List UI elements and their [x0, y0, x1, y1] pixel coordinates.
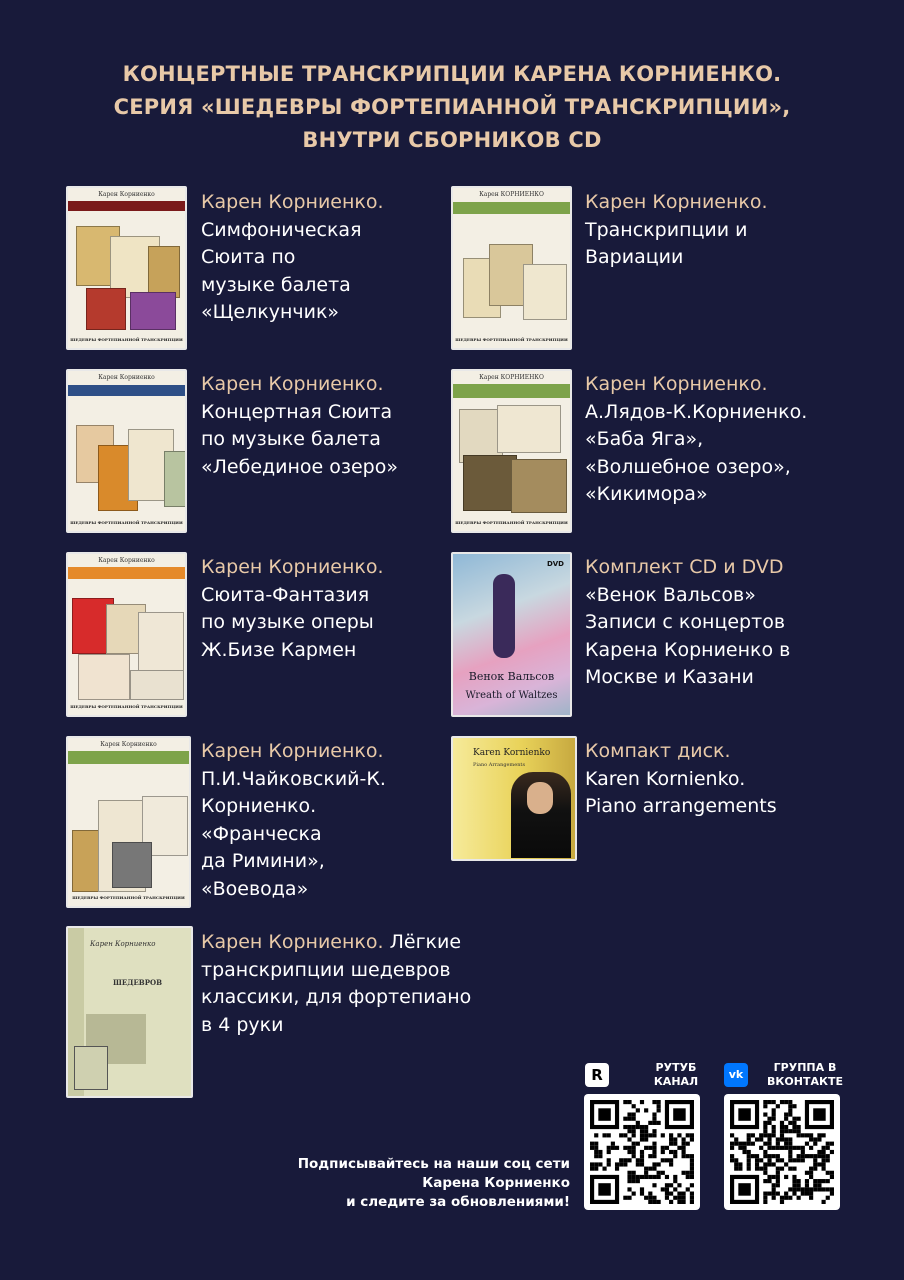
cover-series: ШЕДЕВРЫ ФОРТЕПИАННОЙ ТРАНСКРИПЦИИ [455, 337, 568, 342]
album-cover-wreath-of-waltzes[interactable] [451, 552, 572, 717]
cover-sheet [130, 292, 176, 330]
cover-sheet [130, 670, 184, 700]
rutube-logo-icon: R [585, 1063, 609, 1087]
description-line: в 4 руки [201, 1013, 284, 1036]
description-line: Транскрипции и [585, 218, 748, 241]
rutube-label [646, 1061, 706, 1089]
cover-series: ШЕДЕВРЫ ФОРТЕПИАННОЙ ТРАНСКРИПЦИИ [72, 895, 185, 900]
cover-sheet [463, 455, 517, 511]
vk-qr-code[interactable] [724, 1094, 840, 1210]
album-description [585, 189, 768, 272]
vk-label [763, 1061, 847, 1089]
album-cover-lyadov[interactable] [451, 369, 572, 533]
cover-author: Карен Корниенко [90, 940, 156, 948]
description-highlight: Карен Корниенко. [201, 373, 384, 395]
description-line: П.И.Чайковский-К. [201, 767, 386, 790]
description-line: по музыке балета [201, 428, 381, 450]
cover-series: ШЕДЕВРЫ ФОРТЕПИАННОЙ ТРАНСКРИПЦИИ [70, 704, 183, 709]
album-cover-piano-arrangements[interactable] [451, 736, 577, 861]
cover-emblem [74, 1046, 108, 1090]
cover-sheet [138, 612, 184, 672]
qr-code-icon [590, 1100, 694, 1204]
description-line: Сюита-Фантазия [201, 583, 370, 606]
cover-band [68, 201, 185, 211]
description-line: по музыке оперы [201, 611, 374, 633]
description-line: транскрипции шедевров [201, 958, 451, 981]
description-line: «Франческа [201, 822, 322, 845]
title-line: СЕРИЯ «ШЕДЕВРЫ ФОРТЕПИАННОЙ ТРАНСКРИПЦИИ», [113, 95, 791, 119]
cover-art [493, 574, 515, 658]
cover-author: Карен Корниенко [98, 557, 155, 564]
cover-title: Венок Вальсов [468, 670, 555, 683]
cover-author: Карен Корниенко [98, 374, 155, 381]
description-highlight: Карен Корниенко. [201, 556, 384, 578]
cover-series: ШЕДЕВРЫ ФОРТЕПИАННОЙ ТРАНСКРИПЦИИ [70, 520, 183, 525]
album-description [585, 738, 777, 821]
description-line: «Кикимора» [585, 483, 708, 505]
cover-author: Карен КОРНИЕНКО [479, 374, 544, 381]
description-highlight: Карен Корниенко. [201, 931, 384, 953]
subscribe-line: Карена Корниенко [422, 1175, 570, 1191]
rutube-label-line: РУТУБ [655, 1061, 697, 1074]
album-description [585, 554, 790, 692]
album-cover-carmen[interactable] [66, 552, 187, 717]
subscribe-text [250, 1155, 570, 1212]
cover-author: Карен Корниенко [98, 191, 155, 198]
album-description [201, 929, 471, 1039]
cover-band [68, 567, 185, 579]
vk-label-line: ГРУППА В [773, 1061, 837, 1074]
description-line: «Воевода» [201, 877, 309, 900]
qr-code-icon [730, 1100, 834, 1204]
cover-sheet [78, 654, 130, 700]
rutube-qr-code[interactable] [584, 1094, 700, 1210]
description-line: Сюита по [201, 246, 296, 268]
description-line: Лёгкие [389, 931, 462, 953]
title-line: КОНЦЕРТНЫЕ ТРАНСКРИПЦИИ КАРЕНА КОРНИЕНКО. [122, 62, 782, 86]
cover-sheet [523, 264, 567, 320]
description-highlight: Карен Корниенко. [585, 373, 768, 395]
description-line: Москве и Казани [585, 666, 754, 688]
description-line: музыке балета [201, 273, 351, 296]
album-description [201, 554, 384, 664]
subscribe-line: и следите за обновлениями! [346, 1194, 570, 1210]
description-line: Концертная Сюита [201, 400, 393, 423]
rutube-label-line: КАНАЛ [653, 1075, 699, 1088]
description-line: «Волшебное озеро», [585, 455, 791, 478]
cover-band [453, 202, 570, 214]
description-line: Karen Kornienko. [585, 767, 746, 790]
album-description [201, 738, 386, 903]
album-description [585, 371, 807, 509]
cover-sheet [164, 451, 186, 507]
album-cover-easy-transcriptions[interactable] [66, 926, 193, 1098]
cover-band [453, 384, 570, 398]
description-highlight: Карен Корниенко. [201, 740, 384, 762]
description-line: Симфоническая [201, 218, 362, 241]
description-line: «Баба Яга», [585, 428, 704, 450]
title-line: ВНУТРИ СБОРНИКОВ CD [302, 128, 602, 152]
album-description [201, 371, 398, 481]
description-line: «Венок Вальсов» [585, 583, 756, 606]
description-line: Карена Корниенко в [585, 638, 791, 661]
vk-logo-icon: vk [724, 1063, 748, 1087]
cover-sheet [148, 246, 180, 298]
cover-sheet [112, 842, 152, 888]
description-line: Вариации [585, 246, 684, 268]
album-cover-nutcracker[interactable] [66, 186, 187, 350]
description-line: «Лебединое озеро» [201, 455, 398, 478]
cover-sheet [511, 459, 567, 513]
cover-author: Karen Kornienko [473, 748, 551, 758]
description-highlight: Комплект CD и DVD [585, 556, 784, 578]
description-line: «Щелкунчик» [201, 301, 340, 323]
subscribe-line: Подписывайтесь на наши соц сети [297, 1156, 570, 1172]
description-line: А.Лядов-К.Корниенко. [585, 400, 808, 423]
dvd-logo: DVD [546, 560, 564, 568]
album-cover-swan-lake[interactable] [66, 369, 187, 533]
vk-label-line: ВКОНТАКТЕ [767, 1075, 843, 1088]
cover-series: ШЕДЕВРЫ ФОРТЕПИАННОЙ ТРАНСКРИПЦИИ [70, 337, 183, 342]
album-description [201, 189, 384, 327]
cover-subtitle: Wreath of Waltzes [465, 690, 558, 701]
cover-band [68, 751, 189, 764]
description-highlight: Компакт диск. [585, 740, 731, 762]
description-line: Корниенко. [201, 795, 317, 817]
page-title [0, 58, 904, 157]
description-line: Ж.Бизе Кармен [201, 638, 357, 661]
cover-title: ШЕДЕВРОВ [113, 978, 162, 987]
description-line: Записи с концертов [585, 611, 786, 633]
cover-author: Карен КОРНИЕНКО [479, 191, 544, 198]
cover-band [68, 385, 185, 396]
cover-portrait [527, 782, 553, 814]
cover-series: ШЕДЕВРЫ ФОРТЕПИАННОЙ ТРАНСКРИПЦИИ [455, 520, 568, 525]
description-line: классики, для фортепиано [201, 986, 472, 1008]
description-line: Piano arrangements [585, 795, 777, 817]
album-cover-francesca[interactable] [66, 736, 191, 908]
description-highlight: Карен Корниенко. [585, 191, 768, 213]
cover-sheet [497, 405, 561, 453]
description-highlight: Карен Корниенко. [201, 191, 384, 213]
album-cover-transcriptions-variations[interactable] [451, 186, 572, 350]
cover-author: Карен Корниенко [100, 741, 157, 748]
cover-title: Piano Arrangements [473, 762, 526, 768]
cover-sheet [86, 288, 126, 330]
description-line: да Римини», [201, 850, 325, 872]
